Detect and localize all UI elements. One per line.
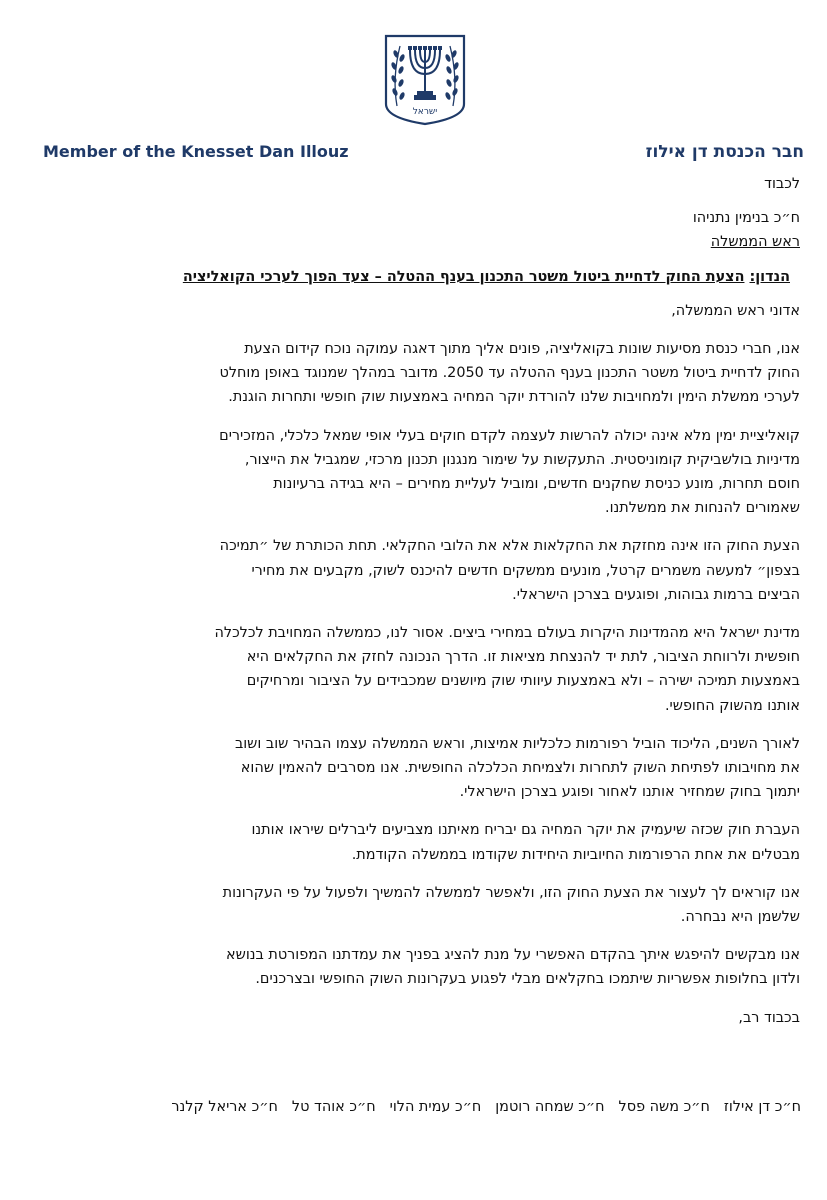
salutation: לכבוד bbox=[764, 176, 800, 192]
paragraph-line: יתמוך בחוק שמחזיר אותנו לאחור ופוגע בצרכן הישראלי. bbox=[459, 784, 800, 801]
paragraph-line: לאורך השנים, הליכוד הוביל רפורמות כלכליות אמיצות, וראש הממשלה עצמו הבהיר שוב ושוב bbox=[234, 735, 800, 752]
signatory: ח״כ אריאל קלנר bbox=[171, 1099, 278, 1115]
signatory: ח״כ אוהד טל bbox=[291, 1099, 376, 1115]
signatory: ח״כ משה פסל bbox=[618, 1099, 710, 1115]
paragraph-line: קואליציית ימין מלא אינה יכולה להרשות לעצמה לקדם חוקים בעלי אופי שמאל כלכלי, המזכירים bbox=[219, 427, 800, 444]
paragraph-line: באמצעות תמיכה ישירה – ולא באמצעות עיוותי שוק מיושנים שמכבידים על הציבור ומרחיקים bbox=[246, 673, 800, 690]
paragraph-line: חופשית ולרווחת הציבור, לתת יד להנצחת מציאות זו. הדרך הנכונה לחזק את החקלאים היא bbox=[246, 649, 800, 666]
paragraph-line: אנו, חברי כנסת מסיעות שונות בקואליציה, פונים אליך מתוך דאגה עמוקה נוכח קידום הצעת bbox=[244, 341, 800, 358]
subject-line bbox=[40, 265, 800, 289]
signatory: ח״כ שמחה רוטמן bbox=[495, 1099, 605, 1115]
paragraph-3 bbox=[40, 534, 800, 607]
paragraph-line: אנו מבקשים להיפגש איתך בהקדם האפשרי על מנת להציג בפניך את עמדתנו המפורטת בנושא bbox=[226, 947, 800, 964]
paragraph-line: הביצים ברמות גבוהות, ופוגעים בצרכן הישראלי. bbox=[512, 586, 800, 603]
paragraph-line: חוסם תחרות, מונע כניסת שחקנים חדשים, ומוביל לעליית מחירים – היא בגידה ברעיונות bbox=[273, 476, 800, 493]
paragraph-line: לערכי ממשלת הימין ולמחויבות שלנו להורדת יוקר המחיה באמצעות שוק חופשי ותחרות הוגנת. bbox=[228, 389, 800, 406]
paragraph-7 bbox=[40, 881, 800, 929]
header-title-english: Member of the Knesset Dan Illouz bbox=[43, 142, 349, 161]
paragraph-5 bbox=[40, 732, 800, 805]
paragraph-line: שלשמן היא נבחרה. bbox=[680, 909, 800, 926]
closing: בכבוד רב, bbox=[738, 1009, 800, 1026]
subject-text: הצעת החוק לדחיית ביטול משטר התכנון בענף ההטלה – צעד הפוך לערכי הקואליציה bbox=[182, 268, 745, 285]
paragraph-line: שאמורים להנחות את ממשלתנו. bbox=[605, 500, 800, 517]
paragraph-line: בצפון״ למעשה משמרים קרטל, מונעים ממשקים חדשים להיכנס לשוק, מקבעים את מחירי bbox=[251, 562, 800, 579]
paragraph-line: מדיניות בולשביקית קומוניסטית. התעקשות על שימור מנגנון תכנון מרכזי, שמגביל את הייצור, bbox=[244, 451, 800, 468]
paragraph-line: ולדון בחלופות אפשריות שיתמכו בחקלאים מבלי לפגוע בעקרונות השוק החופשי ובצרכנים. bbox=[255, 971, 800, 988]
header-title-hebrew: חבר הכנסת דן אילוז bbox=[645, 142, 804, 162]
paragraph-1 bbox=[40, 337, 800, 410]
paragraph-6 bbox=[40, 818, 800, 866]
paragraph-line: החוק לדחיית ביטול משטר התכנון בענף ההטלה עד 2050. מדובר במהלך שמנוגד באופן מוחלט bbox=[219, 365, 800, 382]
paragraph-line: הצעת החוק הזו אינה מחזקת את החקלאות אלא את הלובי החקלאי. תחת הכותרת של ״תמיכה bbox=[219, 538, 800, 555]
recipient-title: ראש הממשלה bbox=[710, 234, 800, 251]
subject-label: הנדון: bbox=[749, 268, 790, 285]
signatory: ח״כ דן אילוז bbox=[723, 1099, 801, 1115]
paragraph-2 bbox=[40, 424, 800, 521]
paragraph-line: אנו קוראים לך לעצור את הצעת החוק הזו, ולאפשר לממשלה להמשיך ולפעול על פי העקרונות bbox=[222, 884, 800, 901]
paragraph-line: את מחויבותו לפתיחת השוק לתחרות ולצמיחת הכלכלה החופשית. אנו מסרבים להאמין שהוא bbox=[240, 760, 800, 777]
paragraph-line: העברת חוק שכזה שיעמיק את יוקר המחיה גם יבריח מאיתנו מצביעים ליברלים שיראו אותנו bbox=[251, 822, 800, 839]
signatory: ח״כ עמית הלוי bbox=[389, 1099, 482, 1115]
emblem-caption: ישראל bbox=[412, 107, 438, 117]
paragraph-8 bbox=[40, 943, 800, 991]
state-emblem-icon bbox=[384, 34, 466, 126]
recipient-name: ח״כ בנימין נתניהו bbox=[692, 210, 800, 227]
letter-body bbox=[40, 172, 800, 1030]
paragraph-line: מדינת ישראל היא מהמדינות היקרות בעולם במחירי ביצים. אסור לנו, כממשלה המחויבת לכלכלה bbox=[214, 625, 800, 642]
paragraph-line: מבטלים את אחת הרפורמות החיוביות היחידות שקודמו בממשלה הקודמת. bbox=[351, 846, 800, 863]
paragraph-4 bbox=[40, 621, 800, 718]
greeting: אדוני ראש הממשלה, bbox=[671, 302, 800, 319]
paragraph-line: אותנו מהשוק החופשי. bbox=[664, 697, 800, 714]
signatories bbox=[171, 1099, 801, 1115]
